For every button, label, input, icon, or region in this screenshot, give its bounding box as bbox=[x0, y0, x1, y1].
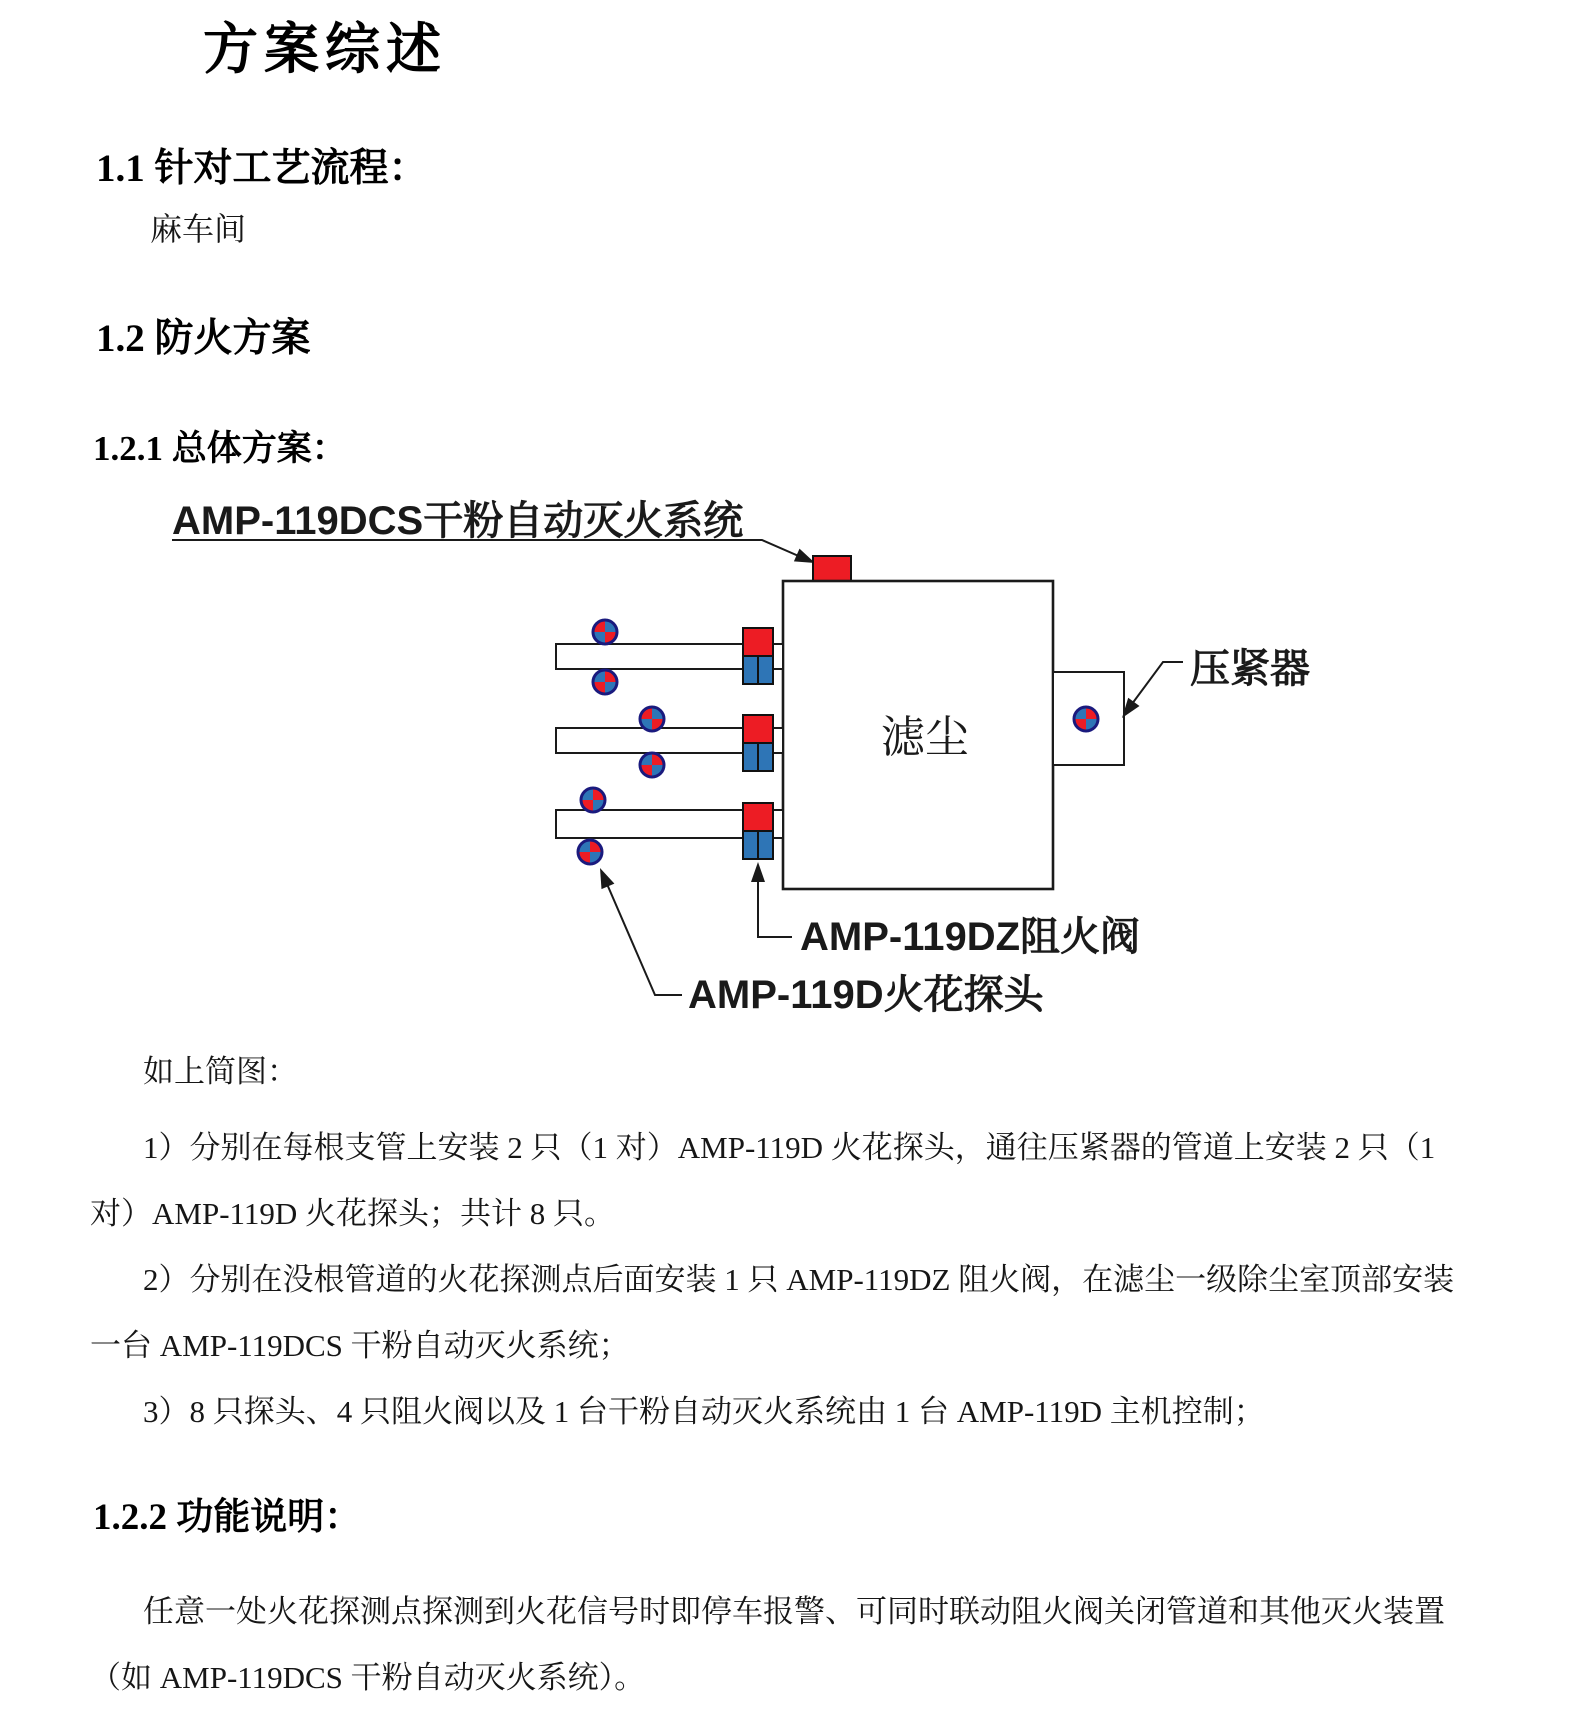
flame-valve-label: AMP-119DZ阻火阀 bbox=[800, 915, 1141, 959]
spark-detector-icon bbox=[593, 620, 617, 644]
flame-valve-1 bbox=[743, 628, 773, 684]
spark-detector-icon bbox=[581, 788, 605, 812]
flame-valve-2 bbox=[743, 715, 773, 771]
spark-detector-icon bbox=[1074, 707, 1098, 731]
spark-detector-icon bbox=[640, 753, 664, 777]
heading-1-2: 1.2 防火方案 bbox=[96, 317, 311, 360]
workshop-text: 麻车间 bbox=[150, 211, 247, 247]
para1-line1: 1）分别在每根支管上安装 2 只（1 对）AMP-119D 火花探头，通往压紧器的管道上安装 2 只（1 bbox=[143, 1130, 1436, 1165]
para4-line1: 任意一处火花探测点探测到火花信号时即停车报警、可同时联动阻火阀关闭管道和其他灭火装置 bbox=[143, 1594, 1445, 1629]
para2-line2: 一台 AMP-119DCS 干粉自动灭火系统； bbox=[90, 1328, 630, 1363]
dcs-unit-icon bbox=[813, 556, 851, 581]
dcs-system-label: AMP-119DCS干粉自动灭火系统 bbox=[172, 499, 744, 543]
filter-label: 滤尘 bbox=[881, 713, 969, 762]
fire-protection-schematic bbox=[160, 450, 1360, 1040]
spark-detector-icon bbox=[640, 707, 664, 731]
dcs-arrowhead-icon bbox=[794, 549, 815, 563]
heading-1-1: 1.1 针对工艺流程： bbox=[96, 147, 428, 190]
para3-line1: 3）8 只探头、4 只阻火阀以及 1 台干粉自动灭火系统由 1 台 AMP-119D 主机控制； bbox=[143, 1394, 1265, 1429]
spark-detector-icon bbox=[593, 670, 617, 694]
heading-1-2-1: 1.2.1 总体方案： bbox=[93, 429, 347, 468]
caption-line: 如上简图： bbox=[143, 1054, 298, 1089]
dcs-leader-line bbox=[172, 540, 810, 561]
compactor-label: 压紧器 bbox=[1190, 647, 1310, 691]
page-title: 方案综述 bbox=[203, 19, 448, 80]
spark-detector-icon bbox=[578, 840, 602, 864]
para4-line2: （如 AMP-119DCS 干粉自动灭火系统）。 bbox=[90, 1660, 646, 1695]
flame-valve-3 bbox=[743, 803, 773, 859]
para2-line1: 2）分别在没根管道的火花探测点后面安装 1 只 AMP-119DZ 阻火阀，在滤尘一级除尘室顶部安装 bbox=[143, 1262, 1455, 1297]
para1-line2: 对）AMP-119D 火花探头；共计 8 只。 bbox=[90, 1196, 616, 1231]
heading-1-2-2: 1.2.2 功能说明： bbox=[93, 1497, 362, 1538]
spark-detector-label: AMP-119D火花探头 bbox=[688, 973, 1044, 1017]
detector-leader-line bbox=[607, 884, 682, 995]
